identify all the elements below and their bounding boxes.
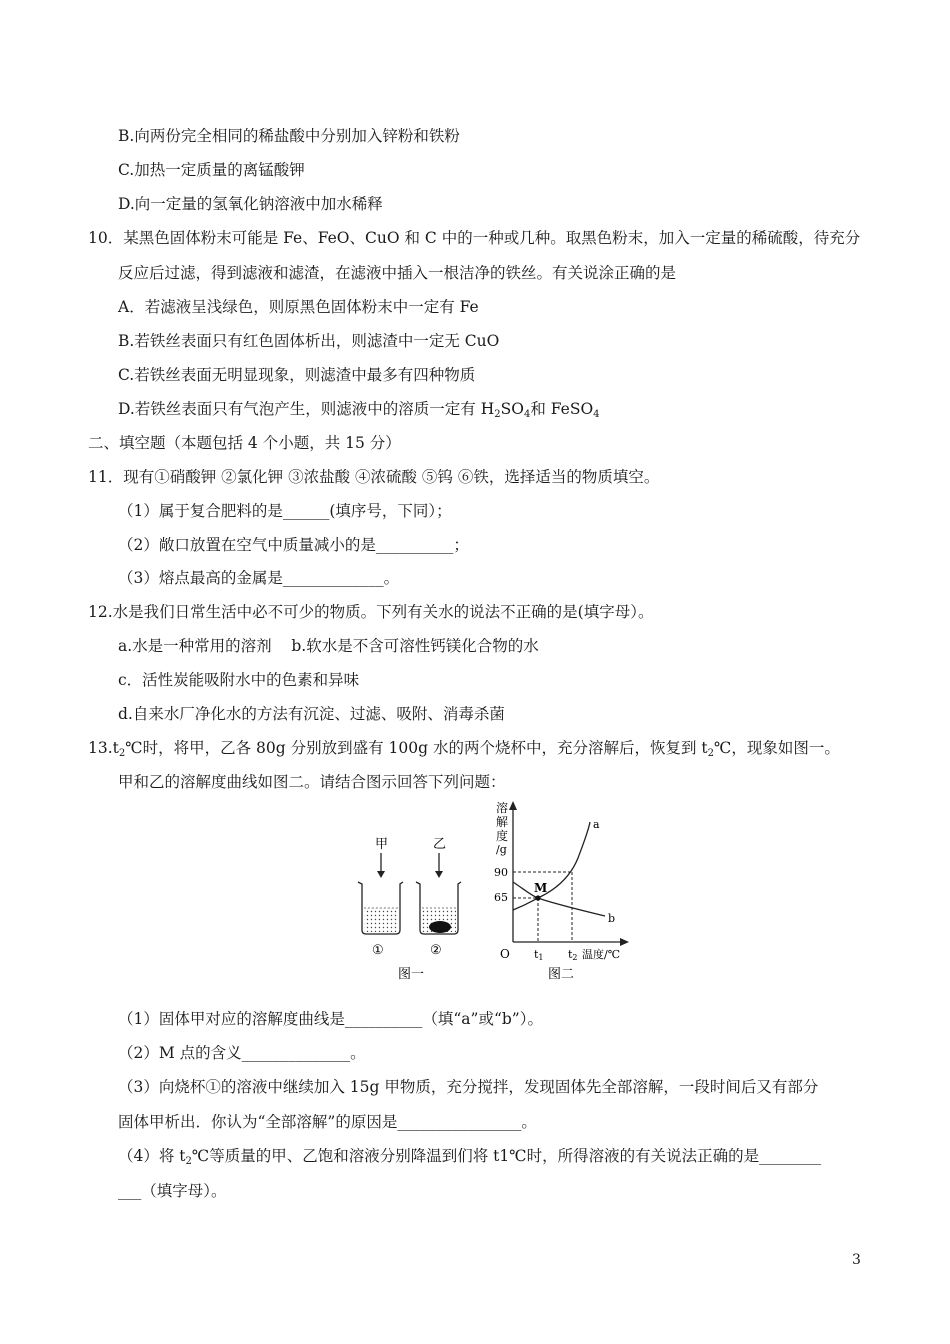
q10-stem-line2: 反应后过滤，得到滤液和滤渣，在滤液中插入一根洁净的铁丝。有关说涂正确的是 <box>118 264 677 282</box>
q13-stem-text: ℃时，将甲，乙各 80g 分别放到盛有 100g 水的两个烧杯中，充分溶解后，恢复到 t <box>125 739 708 757</box>
q12-stem: 12.水是我们日常生活中必不可少的物质。下列有关水的说法不正确的是(填字母）。 <box>88 603 654 621</box>
subscript: 2 <box>707 748 714 759</box>
q10-option-a: A．若滤液呈浅绿色，则原黑色固体粉末中一定有 Fe <box>118 298 479 316</box>
q11-sub3: （3）熔点最高的金属是_____________。 <box>118 569 400 587</box>
subscript: 4 <box>523 409 531 420</box>
label-jia: 甲 <box>375 837 389 852</box>
undissolved-solid <box>429 921 451 933</box>
section-heading: 二、填空题（本题包括 4 个小题，共 15 分） <box>88 434 401 452</box>
q9-option-c: C.加热一定质量的离锰酸钾 <box>118 161 305 179</box>
q10-option-c: C.若铁丝表面无明显现象，则滤渣中最多有四种物质 <box>118 366 476 384</box>
curve-b-label: b <box>608 912 616 925</box>
figure-one-caption: 图一 <box>398 967 425 982</box>
q13-stem-line2: 甲和乙的溶解度曲线如图二。请结合图示回答下列问题： <box>118 773 506 791</box>
y-tick-90: 90 <box>494 866 508 879</box>
y-axis-label: 溶 <box>496 801 509 815</box>
q10-option-d-text: 和 FeSO <box>530 400 594 418</box>
curve-a <box>513 822 590 910</box>
figure-two <box>494 800 629 982</box>
y-axis-label: 解 <box>496 815 509 829</box>
q12-option-c: c．活性炭能吸附水中的色素和异味 <box>118 671 360 689</box>
q12-options-ab: a.水是一种常用的溶剂 b.软水是不含可溶性钙镁化合物的水 <box>118 637 539 655</box>
q9-option-b: B.向两份完全相同的稀盐酸中分别加入锌粉和铁粉 <box>118 127 460 145</box>
q10-option-d-text: D.若铁丝表面只有气泡产生，则滤液中的溶质一定有 H <box>118 400 495 418</box>
solubility-figure <box>350 798 640 988</box>
curve-b <box>513 882 605 916</box>
figure-two-caption: 图二 <box>548 967 575 982</box>
q9-option-d: D.向一定量的氢氧化钠溶液中加水稀释 <box>118 195 383 213</box>
origin-label: O <box>500 947 510 961</box>
point-m-marker <box>535 895 540 900</box>
q13-stem-text: ℃，现象如图一。 <box>714 739 840 757</box>
point-m-label: M <box>534 881 548 895</box>
q12-option-d: d.自来水厂净化水的方法有沉淀、过滤、吸附、消毒杀菌 <box>118 705 505 723</box>
q13-sub4-line1 <box>118 1145 821 1167</box>
q13-stem-line1 <box>88 737 840 759</box>
q10-option-d <box>118 398 600 420</box>
subscript: 2 <box>185 1156 192 1167</box>
q13-sub4-text: ℃等质量的甲、乙饱和溶液分别降温到们将 t1℃时，所得溶液的有关说法正确的是________ <box>191 1147 822 1165</box>
y-tick-65: 65 <box>494 891 508 904</box>
x-axis-label: 温度/℃ <box>582 948 621 961</box>
x-tick-t1: t1 <box>534 948 544 962</box>
q13-sub3-line2: 固体甲析出．你认为“全部溶解”的原因是________________。 <box>118 1113 537 1131</box>
q13-stem-text: 13.t <box>88 739 119 757</box>
y-axis-label: 度 <box>496 829 509 843</box>
curve-a-label: a <box>593 818 600 831</box>
q13-sub2: （2）M 点的含义______________。 <box>118 1044 366 1062</box>
y-axis-label: /g <box>496 843 507 856</box>
beaker-one <box>358 882 403 934</box>
q13-sub4-text: （4）将 t <box>118 1147 186 1165</box>
arrow-head-icon <box>435 871 443 878</box>
q11-stem: 11．现有①硝酸钾 ②氯化钾 ③浓盐酸 ④浓硫酸 ⑤钨 ⑥铁，选择适当的物质填空。 <box>88 468 660 486</box>
beaker-two <box>416 882 461 934</box>
q13-sub1: （1）固体甲对应的溶解度曲线是__________（填“a”或“b”）。 <box>118 1010 543 1028</box>
q10-stem-line1: 10．某黑色固体粉末可能是 Fe、FeO、CuO 和 C 中的一种或几种。取黑色粉末，加入一定量的稀硫酸，待充分 <box>88 229 861 247</box>
q10-option-d-text: SO <box>500 400 524 418</box>
beaker-two-label: ② <box>430 943 442 958</box>
subscript: 4 <box>593 409 600 420</box>
q13-sub3-line1: （3）向烧杯①的溶液中继续加入 15g 甲物质，充分搅拌，发现固体先全部溶解，一段时间后又有部分 <box>118 1078 819 1096</box>
figure-one <box>358 837 461 982</box>
beaker-one-label: ① <box>372 943 384 958</box>
solution-dots <box>364 908 398 932</box>
arrow-head-icon <box>377 871 385 878</box>
subscript: 2 <box>118 748 126 759</box>
x-tick-t2: t2 <box>568 948 578 962</box>
subscript: 2 <box>494 409 501 420</box>
q13-sub4-line2: ___（填字母）。 <box>118 1182 227 1200</box>
q11-sub2: （2）敞口放置在空气中质量减小的是__________； <box>118 536 469 554</box>
page-number: 3 <box>852 1252 861 1268</box>
y-axis-arrow-icon <box>509 801 517 810</box>
q10-option-b: B.若铁丝表面只有红色固体析出，则滤渣中一定无 CuO <box>118 332 500 350</box>
x-axis-arrow-icon <box>620 938 629 946</box>
q11-sub1: （1）属于复合肥料的是______(填序号，下同）； <box>118 502 452 520</box>
label-yi: 乙 <box>433 837 447 852</box>
